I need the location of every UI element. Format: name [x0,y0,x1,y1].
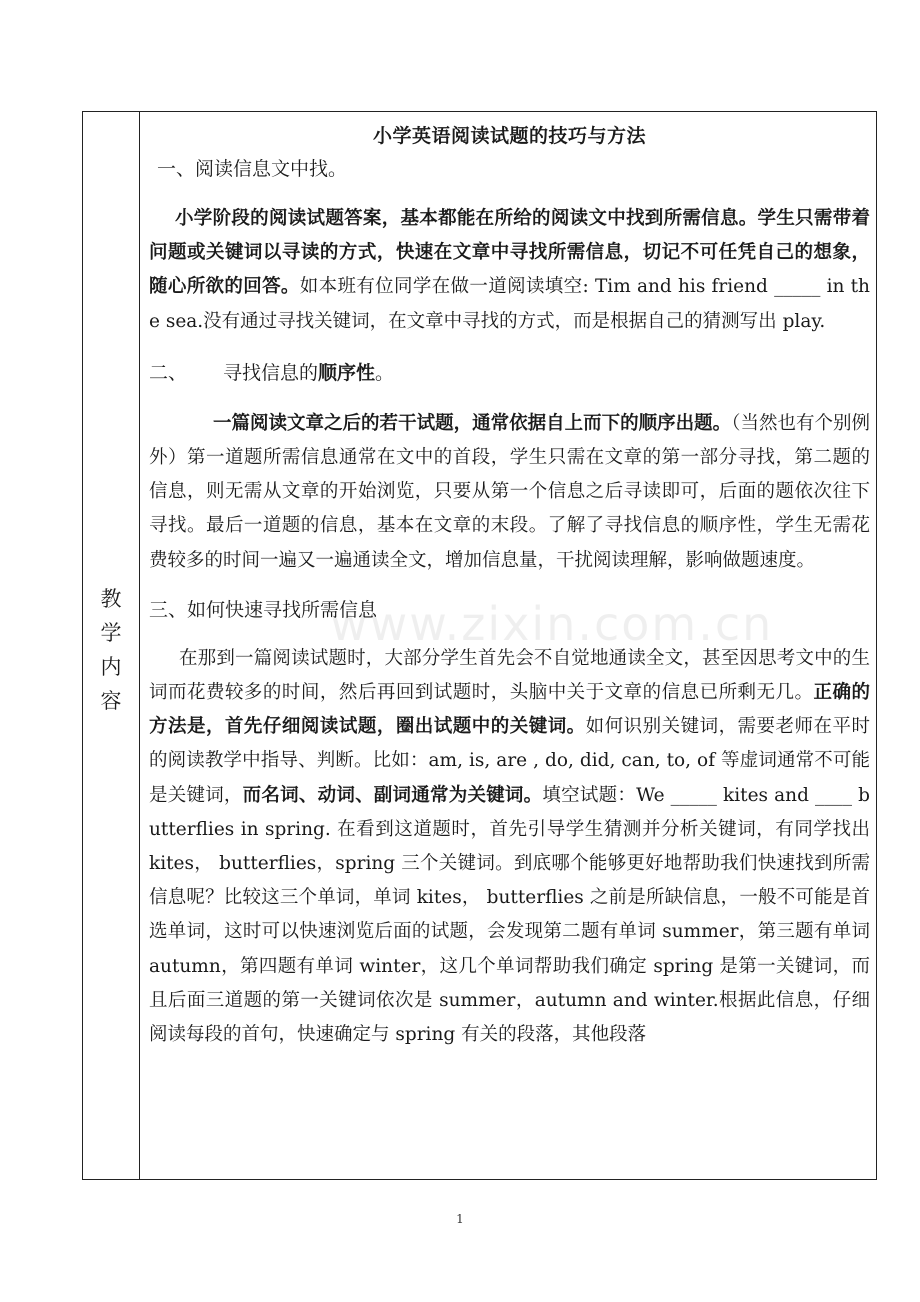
side-label-char: 学 [100,621,122,645]
watermark: www.zixin.com.cn [330,597,774,651]
section-2-heading-bold: 顺序性 [318,361,376,384]
section-1-heading: 一、阅读信息文中找。 [157,158,348,180]
section-2-bold-text: 一篇阅读文章之后的若干试题，通常依据自上而下的顺序出题。 [213,412,732,434]
section-1-bold-text: 小学阶段的阅读试题答案，基本都能在所给的阅读文中找到所需信息。学生只需带着问题或关键词以寻读的方式，快速在文章中寻找所需信息，切记不可任凭自己的想象，随心所欲的回答。 [149,208,870,298]
section-3-text-3: 填空试题：We _____ kites and ____ butterflies in spring. 在看到这道题时，首先引导学生猜测并分析关键词，有同学找出 kites， butterflies，spring 三个关键词。到底哪个能够更好地帮助我们快速找到所需信息呢？比较这三个单词，单词 kites， butterflies 之前是所缺信息，一般不可能是首选单词，这时可以快速浏览后面的试题，会发现第二题有单词 summer，第三题有单词 autumn，第四题有单词 winter，这几个单词帮助我们确定 spring 是第一关键词，而且后面三道题的第一关键词依次是 summer，autumn and winter.根据此信息，仔细阅读每段的首句，快速确定与 spring 有关的段落，其他段落 [149,784,870,1046]
side-label-char: 容 [100,689,122,713]
section-2-heading [149,356,870,390]
content-cell [141,112,876,1179]
side-label-char: 教 [100,587,122,611]
section-3-text-2: 如何识别关键词，需要老师在平时的阅读教学中指导、判断。比如：am, is, are , do, did, can, to, of 等虚词通常不可能是关键词， [149,716,870,806]
side-label-cell [83,112,140,1179]
side-label-char: 内 [100,655,122,679]
section-2-paragraph [149,407,870,578]
section-3-heading: 三、如何快速寻找所需信息 [149,598,378,621]
section-3-text-1: 在那到一篇阅读试题时，大部分学生首先会不自觉地通读全文，甚至因思考文中的生词而花费较多的时间，然后再回到试题时，头脑中关于文章的信息已所剩无几。 [149,647,870,704]
section-2-heading-number: 二、 [149,361,188,384]
section-3-bold-1: 正确的方法是，首先仔细阅读试题，圈出试题中的关键词。 [149,682,870,738]
side-label [83,582,139,718]
section-2-heading-end: 。 [375,361,395,384]
document-title: 小学英语阅读试题的技巧与方法 [372,125,646,147]
section-1-text: 如本班有位同学在做一道阅读填空: Tim and his friend _____ in the sea.没有通过寻找关键词，在文章中寻找的方式，而是根据自己的猜测写出 play. [149,276,870,332]
section-3-paragraph [149,642,870,1052]
page-number: 1 [456,1212,464,1226]
section-3-bold-2: 而名词、动词、副词通常为关键词。 [242,784,543,806]
content-table [82,111,877,1180]
section-2-heading-text: 寻找信息的 [223,361,319,384]
section-1-paragraph [149,202,870,339]
section-2-text: （当然也有个别例外）第一道题所需信息通常在文中的首段，学生只需在文章的第一部分寻找，第二题的信息，则无需从文章的开始浏览，只要从第一个信息之后寻读即可，后面的题依次往下寻找。最后一道题的信息，基本在文章的末段。了解了寻找信息的顺序性，学生无需花费较多的时间一遍又一遍通读全文，增加信息量，干扰阅读理解，影响做题速度。 [149,412,870,571]
